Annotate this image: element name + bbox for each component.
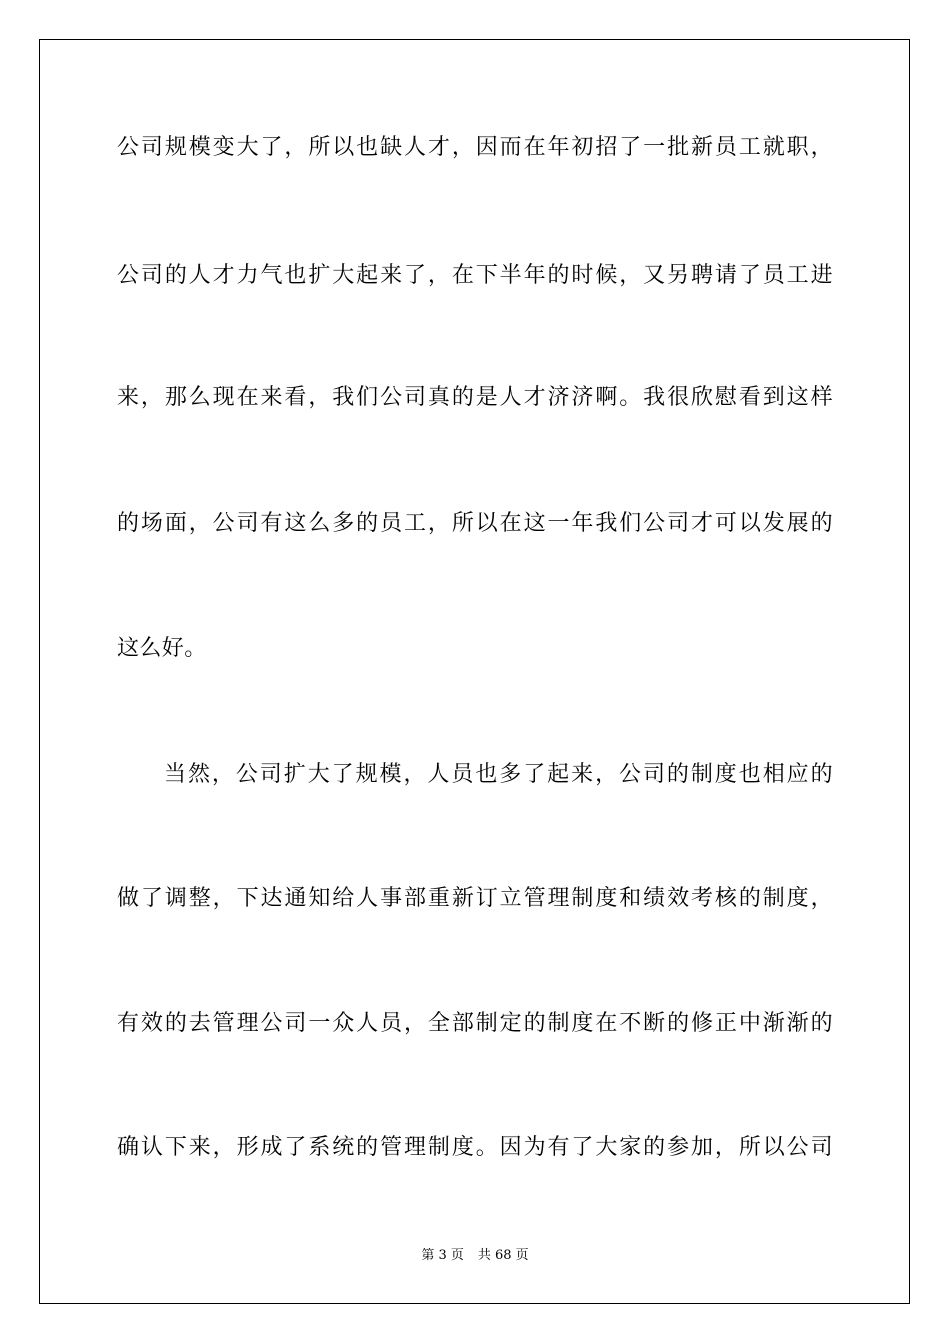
page-footer — [0, 1247, 950, 1265]
text-line-9: 确认下来，形成了系统的管理制度。因为有了大家的参加，所以公司 — [117, 1135, 833, 1160]
text-line-8: 有效的去管理公司一众人员，全部制定的制度在不断的修正中渐渐的 — [117, 1011, 833, 1036]
text-line-1: 公司规模变大了，所以也缺人才，因而在年初招了一批新员工就职， — [117, 135, 833, 160]
text-line-7: 做了调整，下达通知给人事部重新订立管理制度和绩效考核的制度， — [117, 886, 833, 911]
text-line-5: 这么好。 — [117, 636, 207, 661]
text-line-6: 当然，公司扩大了规模，人员也多了起来，公司的制度也相应的 — [164, 762, 833, 787]
text-line-2: 公司的人才力气也扩大起来了，在下半年的时候，又另聘请了员工进 — [117, 263, 833, 288]
page-total: 共 68 页 — [477, 1248, 529, 1263]
page-number: 第 3 页 — [421, 1248, 464, 1263]
page-border — [39, 39, 910, 1304]
text-line-3: 来，那么现在来看，我们公司真的是人才济济啊。我很欣慰看到这样 — [117, 385, 833, 410]
text-line-4: 的场面，公司有这么多的员工，所以在这一年我们公司才可以发展的 — [117, 511, 833, 536]
